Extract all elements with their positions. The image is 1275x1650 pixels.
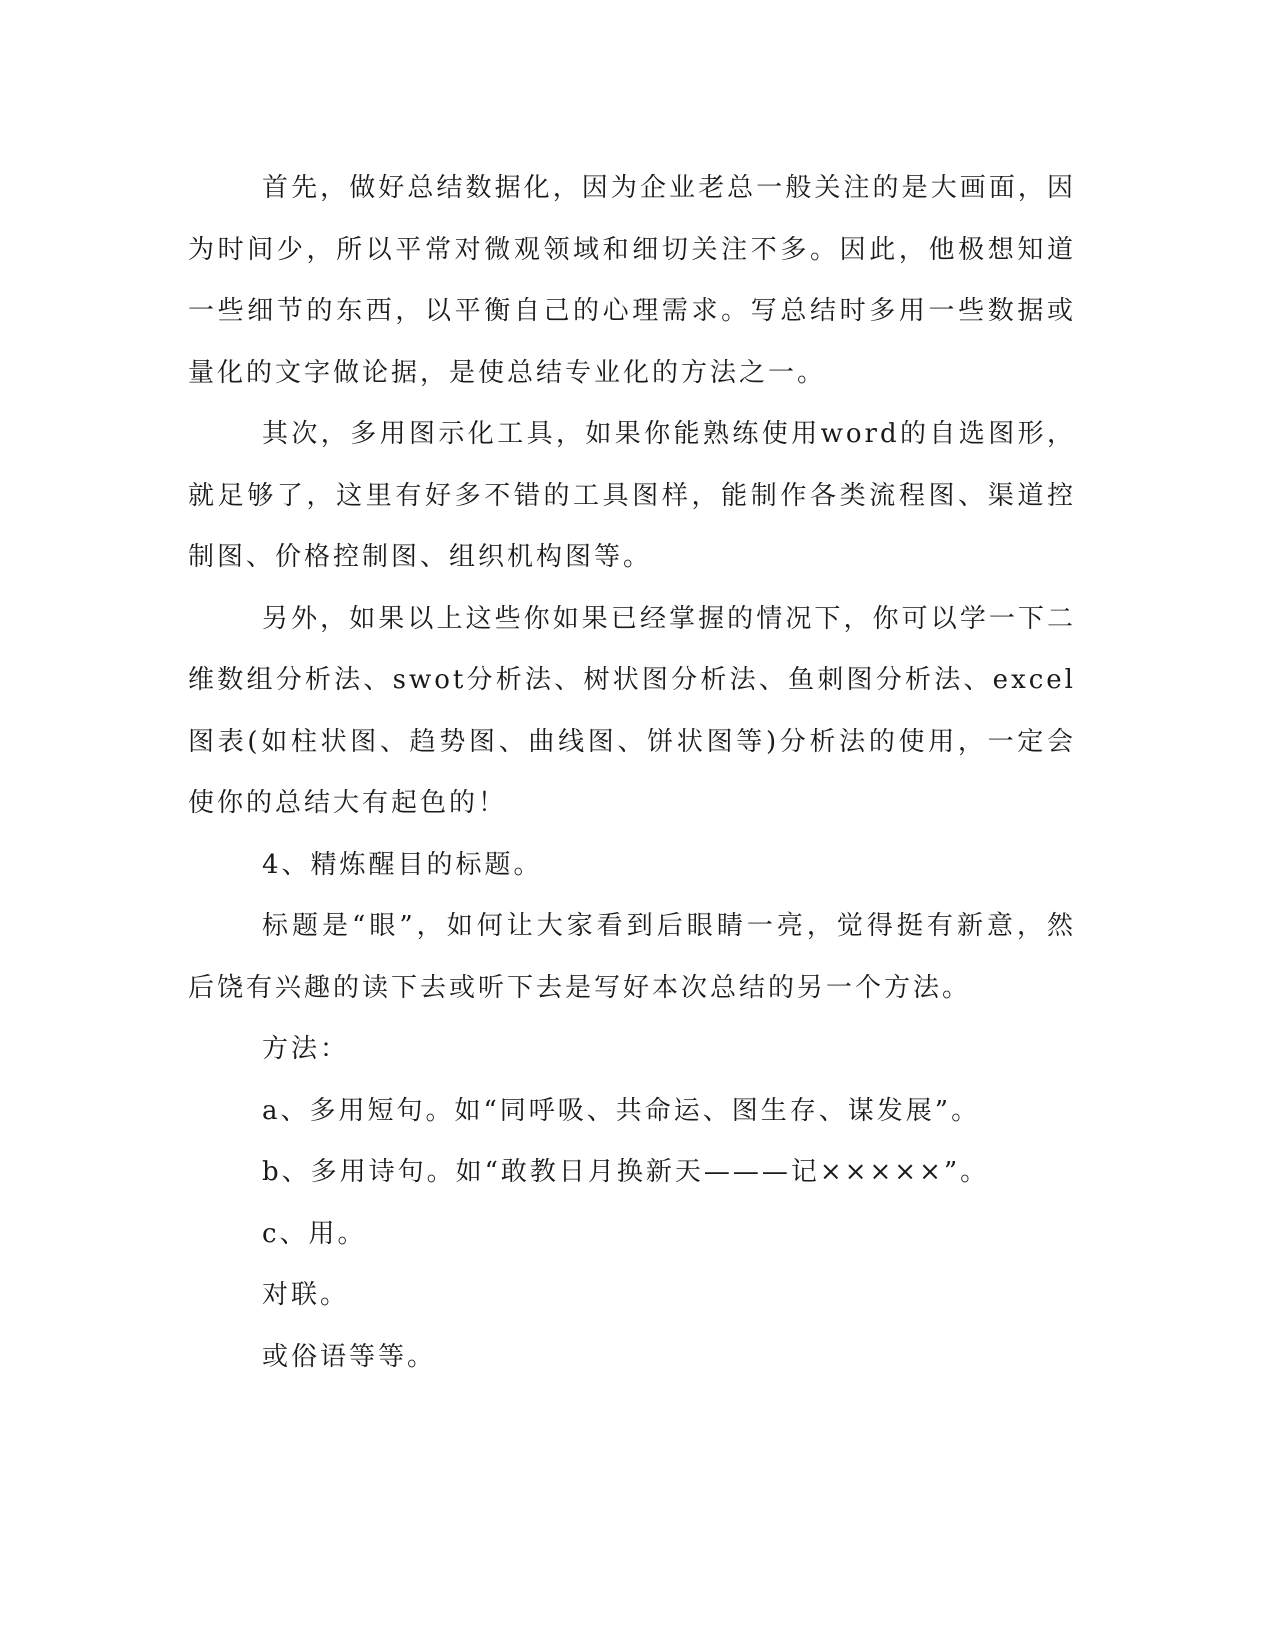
paragraph-data-driven: 首先，做好总结数据化，因为企业老总一般关注的是大画面，因为时间少，所以平常对微观领域和细切关注不多。因此，他极想知道一些细节的东西，以平衡自己的心理需求。写总结时多用一些数据或量化的文字做论据，是使总结专业化的方法之一。 (188, 173, 1076, 388)
method-item-a: a、多用短句。如“同呼吸、共命运、图生存、谋发展”。 (262, 1095, 981, 1126)
paragraph-diagram-tools: 其次，多用图示化工具，如果你能熟练使用word的自选图形，就足够了，这里有好多不错的工具图样，能制作各类流程图、渠道控制图、价格控制图、组织机构图等。 (188, 419, 1076, 572)
methods-label: 方法： (262, 1034, 350, 1064)
document-body (188, 158, 1076, 1388)
method-item-b: b、多用诗句。如“敢教日月换新天———记×××××”。 (262, 1157, 990, 1187)
paragraph-analysis-methods: 另外，如果以上这些你如果已经掌握的情况下，你可以学一下二维数组分析法、swot分析法、树状图分析法、鱼刺图分析法、excel图表(如柱状图、趋势图、曲线图、饼状图等)分析法的使用，一定会使你的总结大有起色的！ (188, 603, 1076, 818)
method-item-c: c、用。 (262, 1218, 367, 1249)
method-item-proverb: 或俗语等等。 (262, 1341, 437, 1372)
method-item-couplet: 对联。 (262, 1280, 350, 1310)
paragraph-title-importance: 标题是“眼”，如何让大家看到后眼睛一亮，觉得挺有新意，然后饶有兴趣的读下去或听下去是写好本次总结的另一个方法。 (188, 911, 1076, 1003)
section-heading-title: 4、精炼醒目的标题。 (262, 849, 543, 880)
